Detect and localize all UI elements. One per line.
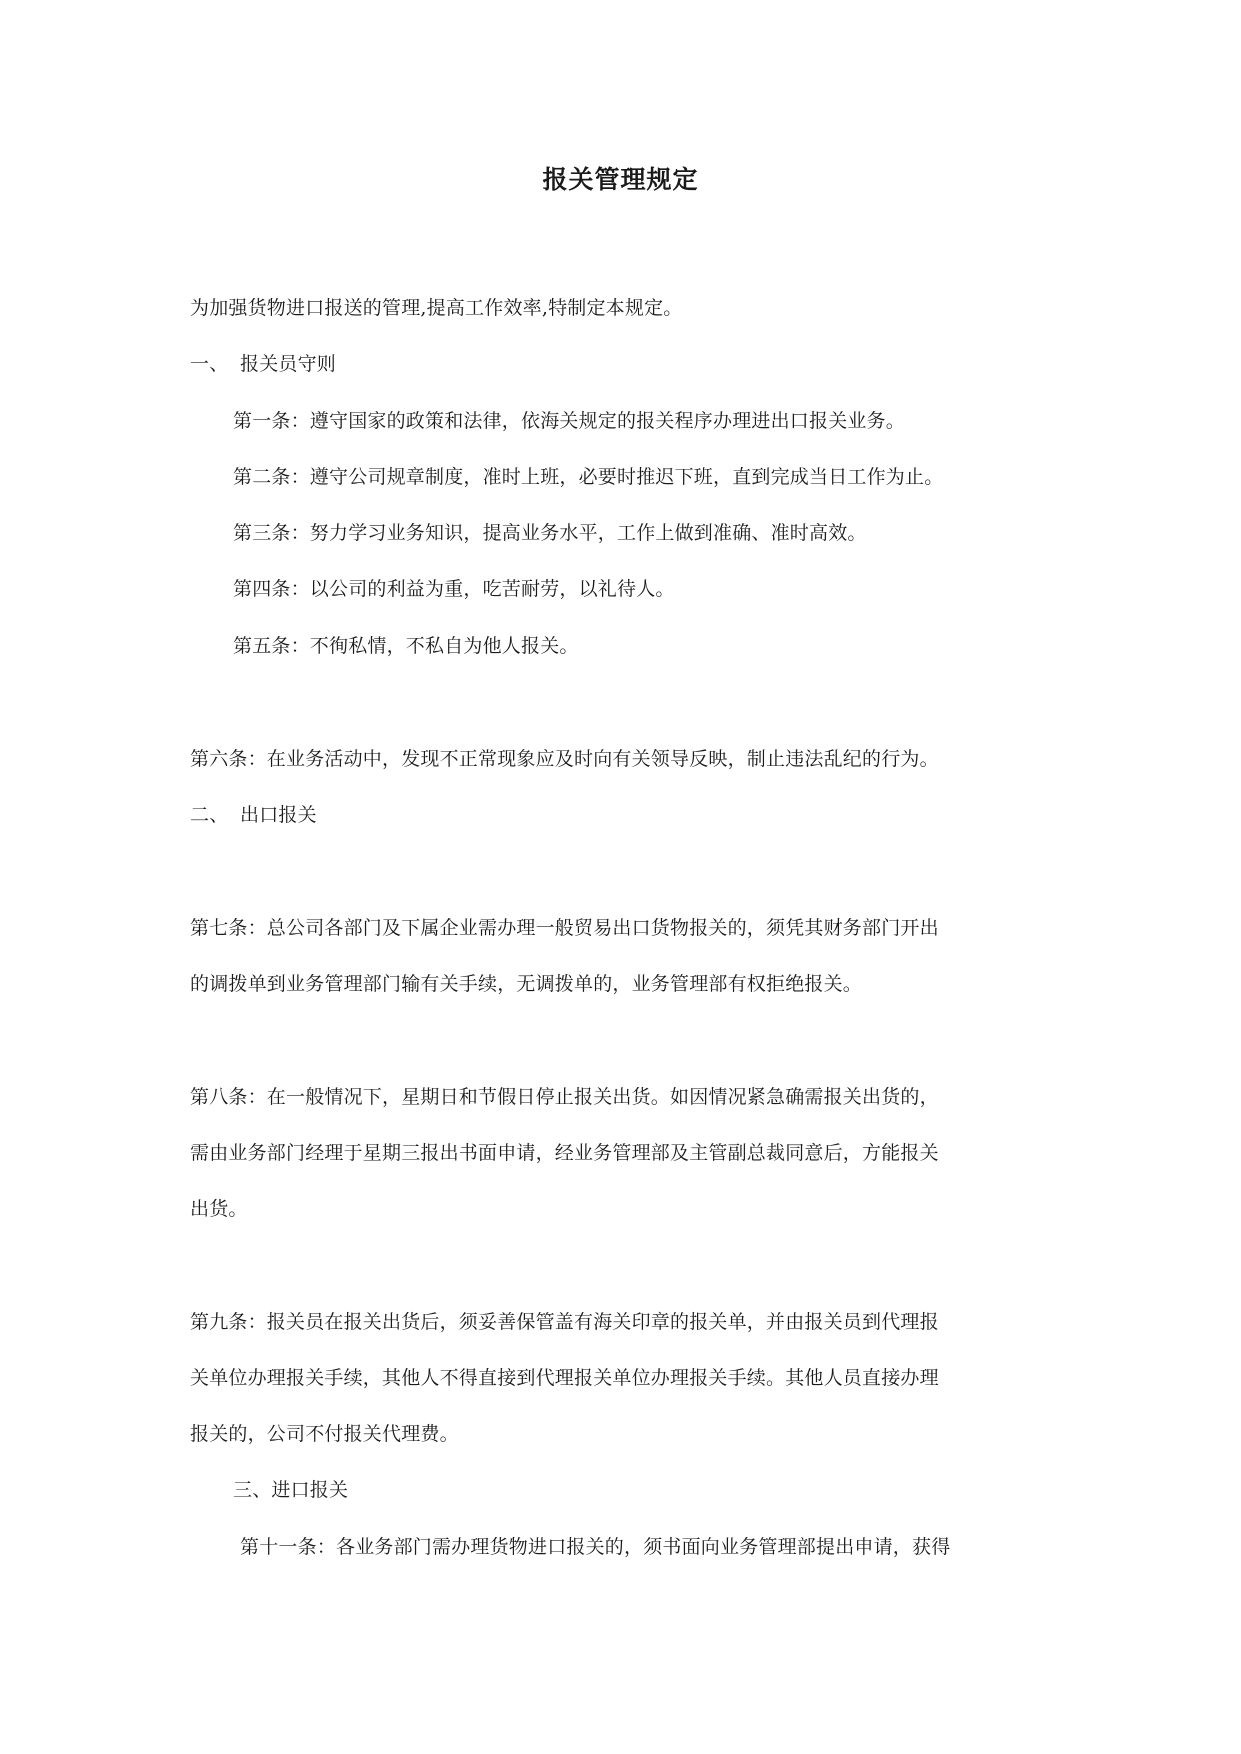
section-number: 二、 bbox=[190, 804, 229, 826]
article-7-line-1: 第七条：总公司各部门及下属企业需办理一般贸易出口货物报关的，须凭其财务部门开出 bbox=[190, 917, 939, 939]
document-title: 报关管理规定 bbox=[542, 165, 699, 194]
section-title: 报关员守则 bbox=[240, 353, 337, 375]
article-4: 第四条：以公司的利益为重，吃苦耐劳，以礼待人。 bbox=[233, 578, 675, 600]
article-9-line-1: 第九条：报关员在报关出货后，须妥善保管盖有海关印章的报关单，并由报关员到代理报 bbox=[190, 1311, 939, 1333]
article-8-line-2: 需由业务部门经理于星期三报出书面申请，经业务管理部及主管副总裁同意后，方能报关 bbox=[190, 1142, 939, 1164]
article-6: 第六条：在业务活动中，发现不正常现象应及时向有关领导反映，制止违法乱纪的行为。 bbox=[190, 748, 939, 770]
article-11: 第十一条：各业务部门需办理货物进口报关的，须书面向业务管理部提出申请，获得 bbox=[240, 1536, 951, 1558]
intro-paragraph: 为加强货物进口报送的管理,提高工作效率,特制定本规定。 bbox=[190, 297, 683, 319]
section-heading-2 bbox=[190, 803, 317, 827]
article-3: 第三条：努力学习业务知识，提高业务水平，工作上做到准确、准时高效。 bbox=[233, 522, 867, 544]
section-number: 一、 bbox=[190, 353, 229, 375]
article-1: 第一条：遵守国家的政策和法律，依海关规定的报关程序办理进出口报关业务。 bbox=[233, 410, 906, 432]
article-9-line-3: 报关的，公司不付报关代理费。 bbox=[190, 1423, 459, 1445]
article-7-line-2: 的调拨单到业务管理部门输有关手续，无调拨单的，业务管理部有权拒绝报关。 bbox=[190, 973, 863, 995]
section-heading-3: 三、进口报关 bbox=[233, 1479, 349, 1501]
section-title: 出口报关 bbox=[240, 804, 317, 826]
article-8-line-3: 出货。 bbox=[190, 1198, 248, 1220]
article-8-line-1: 第八条：在一般情况下，星期日和节假日停止报关出货。如因情况紧急确需报关出货的， bbox=[190, 1086, 939, 1108]
section-heading-1 bbox=[190, 352, 336, 376]
article-5: 第五条：不徇私情，不私自为他人报关。 bbox=[233, 635, 579, 657]
article-2: 第二条：遵守公司规章制度，准时上班，必要时推迟下班，直到完成当日工作为止。 bbox=[233, 466, 944, 488]
article-9-line-2: 关单位办理报关手续，其他人不得直接到代理报关单位办理报关手续。其他人员直接办理 bbox=[190, 1367, 939, 1389]
